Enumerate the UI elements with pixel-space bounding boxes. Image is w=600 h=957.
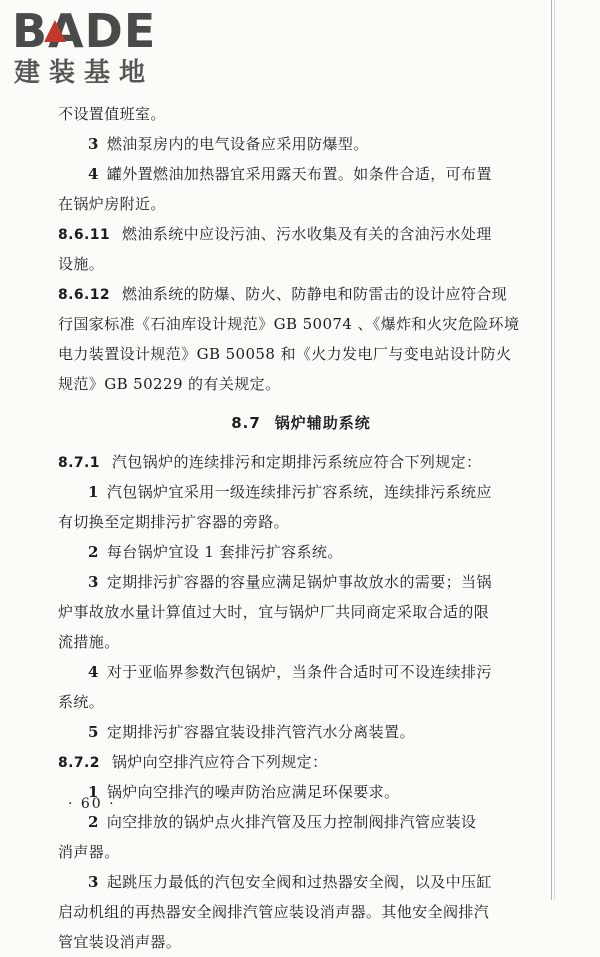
item-number: 2 — [88, 543, 99, 561]
section-number: 8.7 — [231, 414, 261, 432]
clause-line — [58, 219, 544, 249]
continuation-line — [58, 837, 544, 867]
list-item-line — [58, 807, 544, 837]
document-body — [58, 99, 544, 957]
list-item-line — [58, 129, 544, 159]
line-text: 行国家标准《石油库设计规范》GB 50074 、《爆炸和火灾危险环境 — [58, 315, 520, 333]
line-text: 系统。 — [58, 693, 105, 711]
continuation-line — [58, 597, 544, 627]
clause-number: 8.6.12 — [58, 287, 111, 303]
list-item-line — [58, 537, 544, 567]
list-item-line — [58, 867, 544, 897]
line-text: 定期排污扩容器宜装设排汽管汽水分离装置。 — [106, 723, 415, 741]
line-text: 燃油系统的防爆、防火、防静电和防雷击的设计应符合现 — [122, 285, 508, 303]
line-text: 流措施。 — [58, 633, 120, 651]
list-item-line — [58, 657, 544, 687]
line-text: 向空排放的锅炉点火排汽管及压力控制阀排汽管应装设 — [106, 813, 477, 831]
clause-number: 8.7.1 — [58, 455, 100, 471]
continuation-line — [58, 897, 544, 927]
continuation-line — [58, 189, 544, 219]
list-item-line — [58, 777, 544, 807]
line-text: 管宜装设消声器。 — [58, 933, 182, 951]
item-number: 1 — [88, 783, 99, 801]
continuation-line — [58, 687, 544, 717]
list-item-line — [58, 567, 544, 597]
line-text: 在锅炉房附近。 — [58, 195, 166, 213]
line-text: 启动机组的再热器安全阀排汽管应装设消声器。其他安全阀排汽 — [58, 903, 490, 921]
continuation-line — [58, 309, 544, 339]
page-number: · 60 · — [68, 796, 116, 812]
binding-edge-line — [551, 0, 552, 900]
item-number: 3 — [88, 873, 99, 891]
item-number: 3 — [88, 135, 99, 153]
line-text: 每台锅炉宜设 1 套排污扩容系统。 — [106, 543, 343, 561]
item-number: 4 — [88, 663, 99, 681]
watermark-logo — [12, 6, 182, 96]
list-item-line — [58, 159, 544, 189]
continuation-line — [58, 249, 544, 279]
line-text: 燃油泵房内的电气设备应采用防爆型。 — [106, 135, 369, 153]
logo-triangle-icon — [44, 20, 66, 42]
clause-line — [58, 447, 544, 477]
line-text: 燃油系统中应设污油、污水收集及有关的含油污水处理 — [122, 225, 492, 243]
item-number: 3 — [88, 573, 99, 591]
line-text: 锅炉向空排汽的噪声防治应满足环保要求。 — [106, 783, 400, 801]
list-item-line — [58, 477, 544, 507]
item-number: 2 — [88, 813, 99, 831]
line-text: 有切换至定期排污扩容器的旁路。 — [58, 513, 290, 531]
logo-brand-cn-text: 建装基地 — [14, 58, 155, 88]
item-number: 5 — [88, 723, 99, 741]
clause-number: 8.7.2 — [58, 755, 100, 771]
item-number: 1 — [88, 483, 99, 501]
line-text: 罐外置燃油加热器宜采用露天布置。如条件合适，可布置 — [106, 165, 492, 183]
line-text: 定期排污扩容器的容量应满足锅炉事故放水的需要；当锅 — [106, 573, 492, 591]
continuation-line — [58, 99, 544, 129]
line-text: 炉事故放水量计算值过大时，宜与锅炉厂共同商定采取合适的限 — [58, 603, 490, 621]
continuation-line — [58, 507, 544, 537]
line-text: 规范》GB 50229 的有关规定。 — [58, 375, 281, 393]
line-text: 锅炉向空排汽应符合下列规定： — [111, 753, 328, 771]
section-heading — [58, 399, 544, 447]
line-text: 对于亚临界参数汽包锅炉，当条件合适时可不设连续排污 — [106, 663, 492, 681]
logo-brand-text: BADE — [12, 4, 157, 58]
line-text: 不设置值班室。 — [58, 105, 166, 123]
line-text: 电力装置设计规范》GB 50058 和《火力发电厂与变电站设计防火 — [58, 345, 512, 363]
continuation-line — [58, 339, 544, 369]
continuation-line — [58, 369, 544, 399]
continuation-line — [58, 627, 544, 657]
line-text: 起跳压力最低的汽包安全阀和过热器安全阀，以及中压缸 — [106, 873, 492, 891]
line-text: 设施。 — [58, 255, 105, 273]
clause-number: 8.6.11 — [58, 227, 111, 243]
continuation-line — [58, 927, 544, 957]
binding-edge-shadow — [554, 0, 555, 900]
line-text: 消声器。 — [58, 843, 120, 861]
list-item-line — [58, 717, 544, 747]
clause-line — [58, 279, 544, 309]
item-number: 4 — [88, 165, 99, 183]
line-text: 汽包锅炉的连续排污和定期排污系统应符合下列规定： — [111, 453, 482, 471]
clause-line — [58, 747, 544, 777]
section-title: 锅炉辅助系统 — [274, 414, 371, 432]
line-text: 汽包锅炉宜采用一级连续排污扩容系统，连续排污系统应 — [106, 483, 492, 501]
